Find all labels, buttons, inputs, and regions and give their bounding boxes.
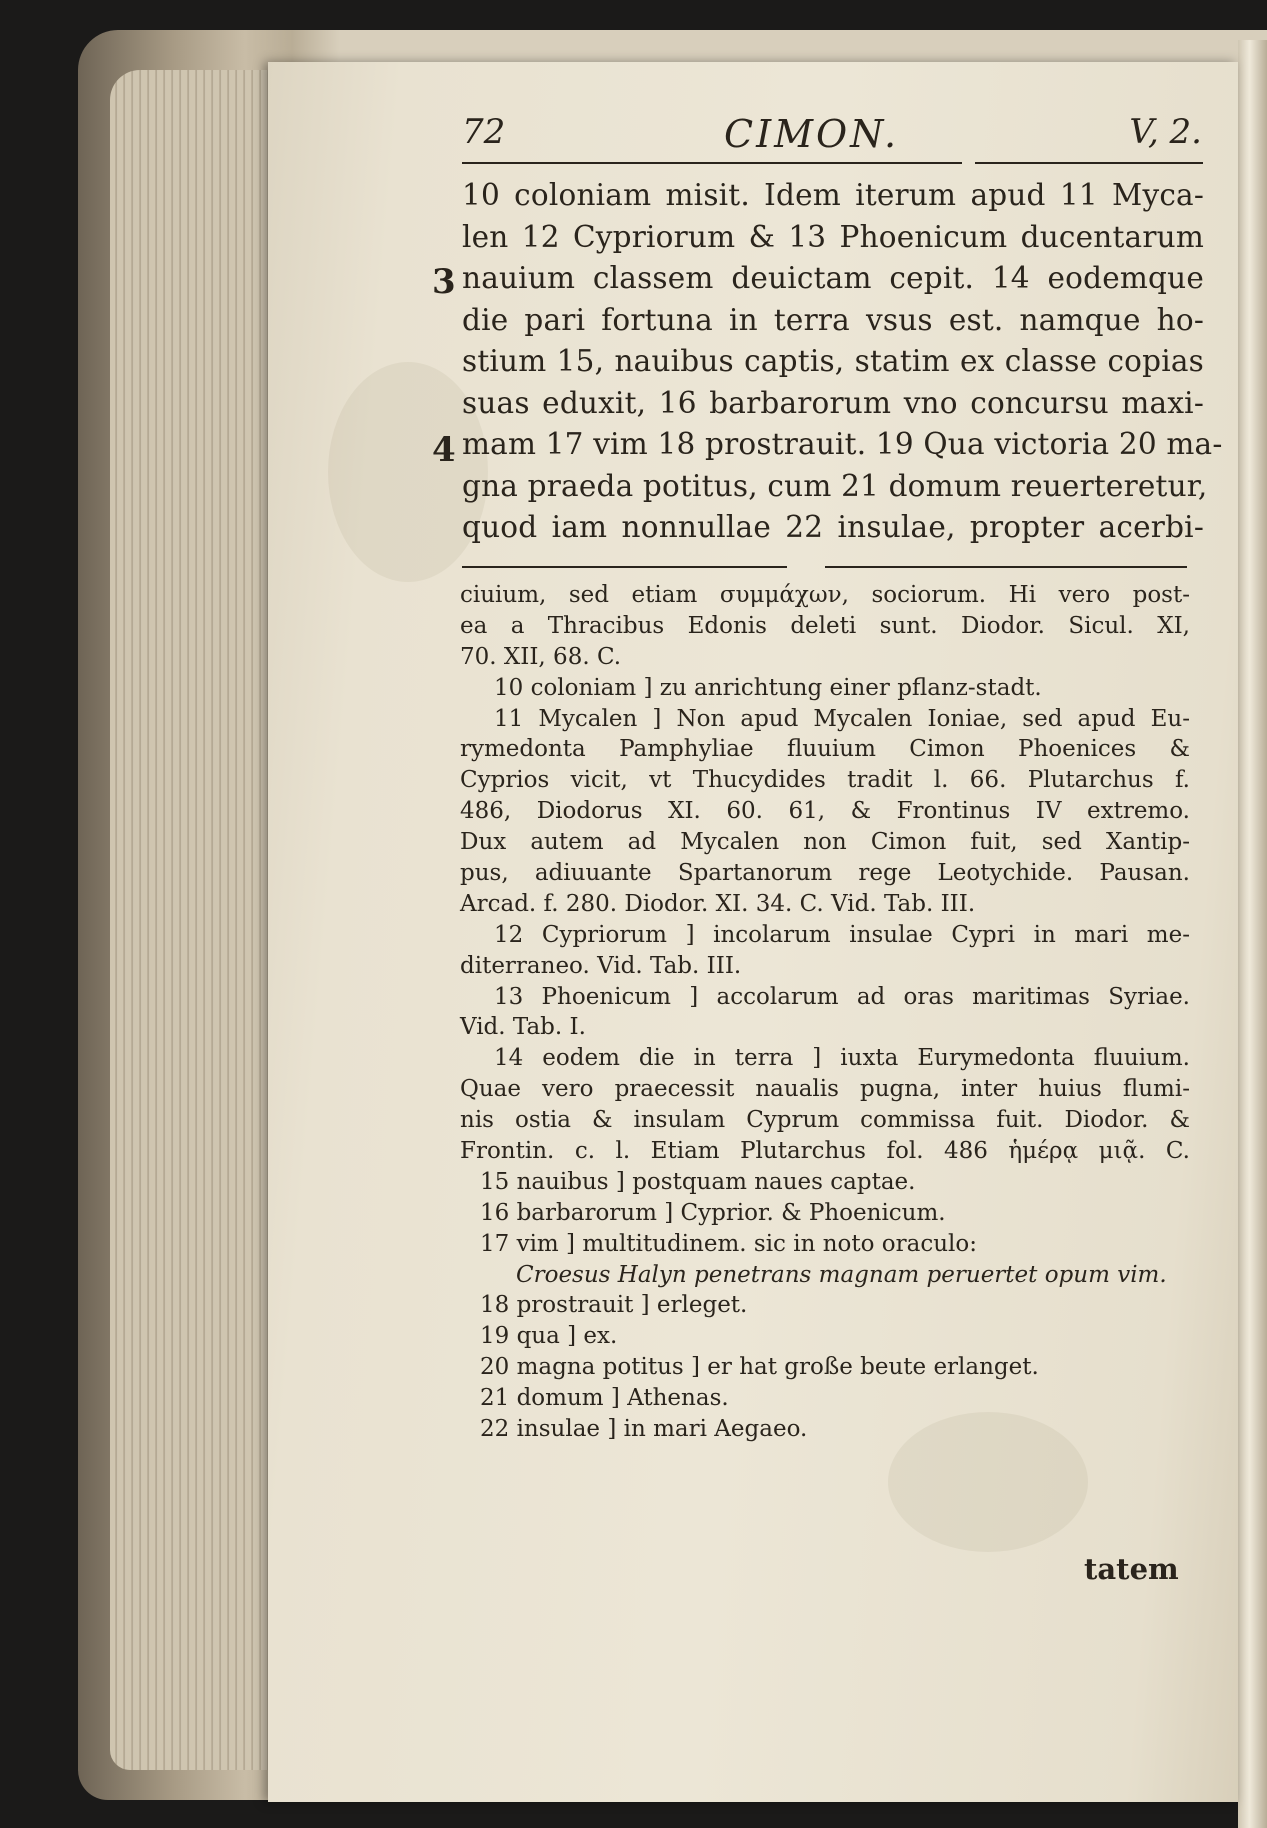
facing-page-edge — [1238, 40, 1267, 1828]
note-line: 10 coloniam ] zu anrichtung einer pflanz-stadt. — [494, 674, 1042, 701]
margin-number: 3 — [432, 262, 456, 302]
note-line: 14 eodem die in terra ] iuxta Eurymedonta fluuium. — [494, 1045, 1190, 1072]
text-line: stium 15, nauibus captis, statim ex classe copias — [462, 344, 1204, 378]
running-title: CIMON. — [724, 112, 900, 156]
note-line: rymedonta Pamphyliae fluuium Cimon Phoenices & — [460, 736, 1190, 763]
note-line: 21 domum ] Athenas. — [480, 1385, 729, 1412]
note-line: 19 qua ] ex. — [480, 1323, 618, 1350]
note-line: nis ostia & insulam Cyprum commissa fuit. Diodor. & — [460, 1107, 1190, 1134]
header-rule — [462, 162, 962, 164]
text-line: gna praeda potitus, cum 21 domum reuerteretur, — [462, 468, 1208, 503]
text-line: len 12 Cypriorum & 13 Phoenicum ducentarum — [462, 219, 1204, 254]
note-line: 15 nauibus ] postquam naues captae. — [480, 1168, 916, 1195]
note-line: 18 prostrauit ] erleget. — [480, 1292, 748, 1319]
page-edges — [110, 70, 280, 1770]
margin-number: 4 — [432, 430, 456, 470]
notes-rule — [825, 566, 1187, 568]
header-rule — [975, 162, 1203, 164]
note-line: ciuium, sed etiam συμμάχων, sociorum. Hi vero post- — [460, 582, 1190, 608]
note-line: 13 Phoenicum ] accolarum ad oras maritimas Syriae. — [494, 983, 1190, 1010]
text-line: 10 coloniam misit. Idem iterum apud 11 Myca- — [462, 178, 1204, 212]
notes-rule — [462, 566, 787, 568]
note-line: 16 barbarorum ] Cyprior. & Phoenicum. — [480, 1199, 946, 1226]
note-line: 20 magna potitus ] er hat große beute erlanget. — [480, 1354, 1039, 1381]
page-number: 72 — [462, 112, 506, 152]
note-line: Arcad. f. 280. Diodor. XI. 34. C. Vid. Tab. III. — [460, 890, 976, 917]
note-line: Vid. Tab. I. — [460, 1014, 586, 1041]
note-line: Quae vero praecessit naualis pugna, inter huius flumi- — [460, 1076, 1190, 1103]
note-line: ea a Thracibus Edonis deleti sunt. Diodor. Sicul. XI, — [460, 612, 1190, 639]
text-line: quod iam nonnullae 22 insulae, propter acerbi- — [462, 510, 1204, 544]
running-header — [462, 112, 1202, 164]
note-line: 11 Mycalen ] Non apud Mycalen Ioniae, sed apud Eu- — [494, 705, 1190, 732]
note-line: Croesus Halyn penetrans magnam peruertet opum vim. — [516, 1261, 1167, 1288]
note-line: 486, Diodorus XI. 60. 61, & Frontinus IV extremo. — [460, 798, 1190, 825]
note-line: Cyprios vicit, vt Thucydides tradit l. 66. Plutarchus f. — [460, 767, 1190, 794]
text-line: suas eduxit, 16 barbarorum vno concursu maxi- — [462, 385, 1204, 420]
catchword: tatem — [1084, 1552, 1179, 1586]
footnotes — [460, 580, 1190, 1445]
section-mark: V, 2. — [1129, 112, 1202, 152]
text-line: mam 17 vim 18 prostrauit. 19 Qua victoria 20 ma- — [462, 427, 1223, 461]
note-line: 70. XII, 68. C. — [460, 643, 622, 670]
text-line: die pari fortuna in terra vsus est. namque ho- — [462, 302, 1204, 337]
main-text — [462, 175, 1223, 549]
note-line: Frontin. c. l. Etiam Plutarchus fol. 486 ἡμέρᾳ μιᾷ. C. — [460, 1138, 1190, 1165]
note-line: pus, adiuuante Spartanorum rege Leotychide. Pausan. — [460, 860, 1190, 887]
text-line: nauium classem deuictam cepit. 14 eodemque — [462, 261, 1204, 295]
note-line: 22 insulae ] in mari Aegaeo. — [480, 1416, 808, 1443]
note-line: 17 vim ] multitudinem. sic in noto oraculo: — [480, 1230, 977, 1257]
note-line: 12 Cypriorum ] incolarum insulae Cypri in mari me- — [494, 921, 1190, 948]
note-line: Dux autem ad Mycalen non Cimon fuit, sed Xantip- — [460, 829, 1190, 856]
note-line: diterraneo. Vid. Tab. III. — [460, 952, 742, 979]
